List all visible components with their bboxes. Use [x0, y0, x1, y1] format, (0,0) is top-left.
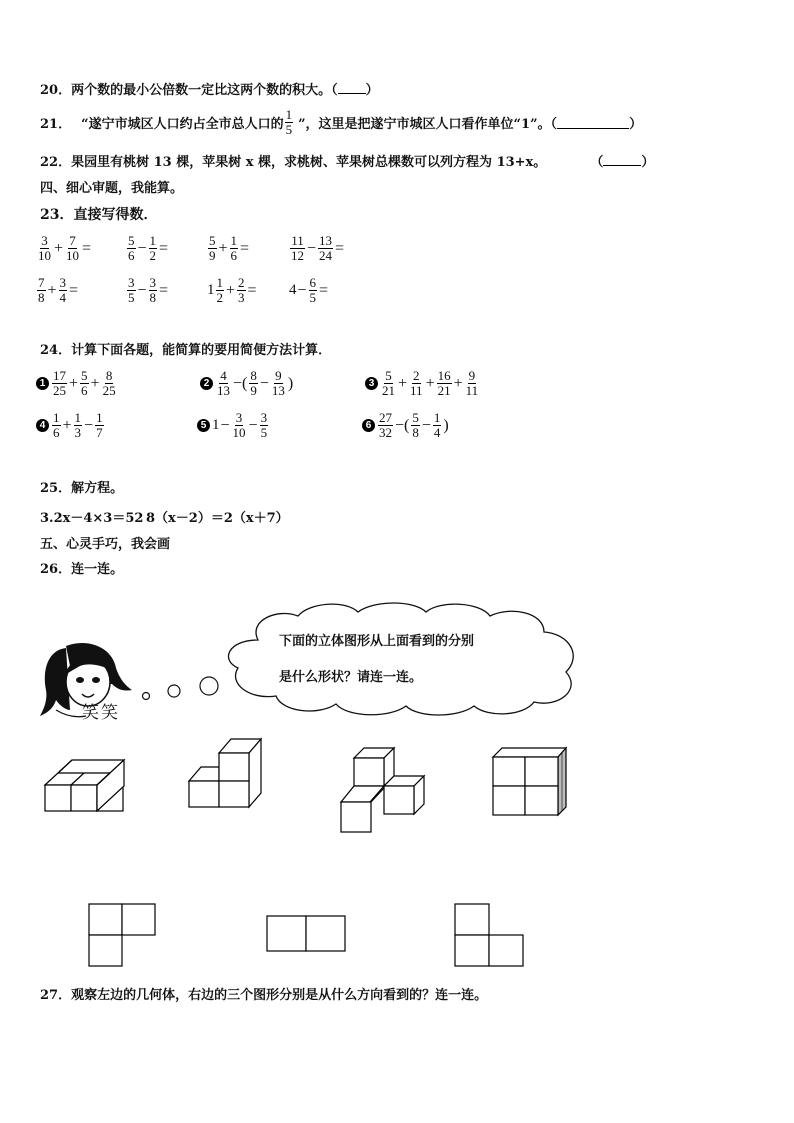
- question-22: 22．果园里有桃树 13 棵，苹果树 x 棵，求桃树、苹果树总棵数可以列方程为 13+x。 （ ）: [40, 155, 655, 170]
- question-20: 20．两个数的最小公倍数一定比这两个数的积大。（ ）: [40, 83, 379, 98]
- calc-item: $\frac{5}{6}$ − $\frac{1}{2}$ =: [128, 233, 169, 263]
- top-view-shape-2[interactable]: [266, 915, 346, 952]
- question-25-title: 25．解方程。: [40, 481, 124, 496]
- equation-2: 8（x－2）＝2（x＋7）: [146, 511, 289, 526]
- circled-number-2: 2: [200, 377, 213, 390]
- calc-item: $\frac{3}{10}$ + $\frac{7}{10}$ =: [38, 233, 92, 263]
- question-27: 27．观察左边的几何体，右边的三个图形分别是从什么方向看到的？连一连。: [40, 988, 488, 1003]
- calc-item: 4 − $\frac{6}{5}$ =: [289, 275, 329, 305]
- expression-5: 5 1 − $\frac{3}{10}$ − $\frac{3}{5}$: [197, 411, 269, 440]
- thought-cloud: [218, 600, 586, 718]
- circled-number-3: 3: [365, 377, 378, 390]
- expression-6: 6 $\frac{27}{32}$ −( $\frac{5}{8}$ − $\frac{1}{4}$ ): [362, 411, 450, 440]
- thought-bubbles: [138, 674, 228, 704]
- question-20-number: 20．: [40, 83, 72, 98]
- question-21-number: 21．: [40, 117, 72, 132]
- solid-figure-3[interactable]: [340, 746, 424, 834]
- character-name: 笑笑: [82, 703, 120, 723]
- solid-figure-4[interactable]: [492, 747, 568, 817]
- question-23-title: 23．直接写得数．: [40, 207, 158, 223]
- expression-4: 4 $\frac{1}{6}$ + $\frac{1}{3}$ − $\frac{1}{7}$: [36, 411, 105, 440]
- cloud-text-line-1: 下面的立体图形从上面看到的分别: [279, 634, 475, 649]
- expression-2: 2 $\frac{4}{13}$ −( $\frac{8}{9}$ − $\frac{9}{13}$ ): [200, 369, 294, 398]
- solid-figure-2[interactable]: [188, 737, 264, 809]
- question-20-text: 两个数的最小公倍数一定比这两个数的积大。（: [71, 83, 338, 98]
- question-22-number: 22．: [40, 155, 72, 170]
- circled-number-6: 6: [362, 419, 375, 432]
- expression-1: 1 $\frac{17}{25}$ + $\frac{5}{6}$ + $\frac{8}{25}$: [36, 369, 118, 398]
- calc-item: 1 $\frac{1}{2}$ + $\frac{2}{3}$ =: [207, 275, 257, 305]
- section-4-heading: 四、细心审题，我能算。: [40, 181, 184, 196]
- question-22-text: 果园里有桃树 13 棵，苹果树 x 棵，求桃树、苹果树总棵数可以列方程为 13+x。: [71, 155, 547, 170]
- question-21-text-pre: “遂宁市城区人口约占全市总人口的: [81, 117, 284, 132]
- circled-number-5: 5: [197, 419, 210, 432]
- equation-1: 3.2x－4×3＝52: [40, 511, 144, 526]
- cloud-text-line-2: 是什么形状？请连一连。: [279, 670, 423, 685]
- question-21: 21． “遂宁市城区人口约占全市总人口的 $\frac{1}{5}$ ”，这里是把遂宁市城区人口看作单位“1”。（ ）: [40, 107, 643, 137]
- expression-3: 3 $\frac{5}{21}$ + $\frac{2}{11}$ + $\frac{16}{21}$ + $\frac{9}{11}$: [365, 369, 480, 398]
- top-view-shape-1[interactable]: [88, 903, 156, 967]
- top-view-shape-3[interactable]: [454, 903, 524, 967]
- calc-item: $\frac{3}{5}$ − $\frac{3}{8}$ =: [128, 275, 169, 305]
- circled-number-1: 1: [36, 377, 49, 390]
- question-26-title: 26．连一连。: [40, 562, 124, 577]
- fraction: $\frac{1}{5}$: [285, 107, 293, 137]
- answer-blank-21[interactable]: [557, 116, 629, 129]
- section-5-heading: 五、心灵手巧，我会画: [40, 537, 171, 552]
- question-24-title: 24．计算下面各题，能简算的要用简便方法计算．: [40, 343, 332, 358]
- circled-number-4: 4: [36, 419, 49, 432]
- calc-item: $\frac{5}{9}$ + $\frac{1}{6}$ =: [209, 233, 250, 263]
- question-21-text-post: ”，这里是把遂宁市城区人口看作单位“1”。（: [298, 117, 558, 132]
- solid-figure-1[interactable]: [44, 752, 126, 814]
- answer-blank-22[interactable]: [603, 165, 641, 166]
- calc-item: $\frac{11}{12}$ − $\frac{13}{24}$ =: [291, 233, 345, 263]
- answer-blank-20[interactable]: [338, 93, 366, 94]
- calc-item: $\frac{7}{8}$ + $\frac{3}{4}$ =: [38, 275, 79, 305]
